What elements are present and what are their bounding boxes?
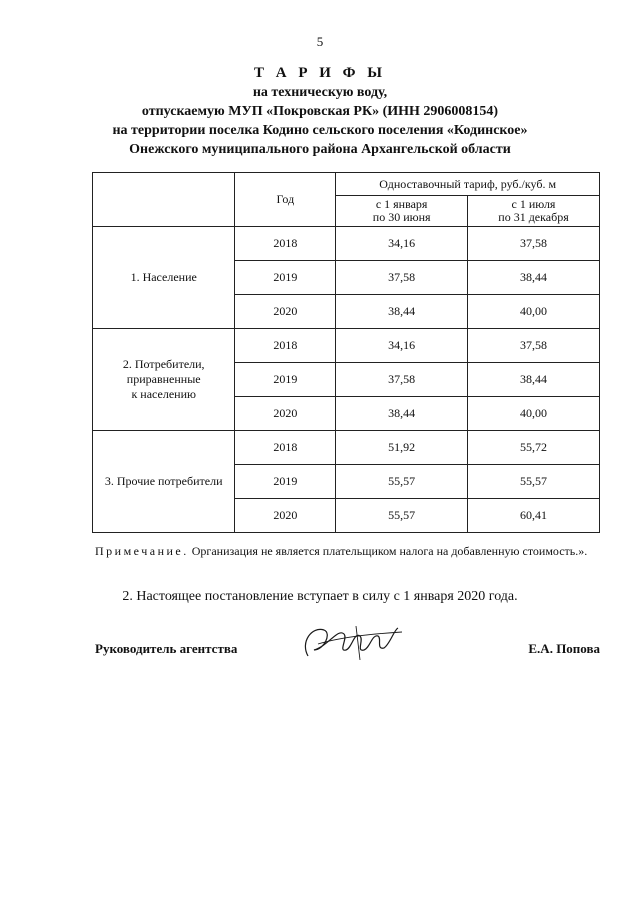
tariff-h2-cell: 38,44 — [467, 261, 599, 295]
header-tariff: Одноставочный тариф, руб./куб. м — [336, 173, 600, 196]
tariff-table — [92, 172, 600, 533]
subheader-period-2 — [467, 196, 599, 227]
year-cell: 2019 — [235, 363, 336, 397]
year-cell: 2019 — [235, 261, 336, 295]
title-line: Онежского муниципального района Архангельской области — [129, 142, 511, 157]
year-cell: 2019 — [235, 465, 336, 499]
note-label: Примечание. — [95, 544, 189, 558]
year-cell: 2018 — [235, 329, 336, 363]
tariff-h1-cell: 34,16 — [336, 227, 468, 261]
table-header-row — [93, 173, 600, 196]
year-cell: 2020 — [235, 295, 336, 329]
title-line: отпускаемую МУП «Покровская РК» (ИНН 2906008154) — [141, 104, 499, 119]
page-number: 5 — [316, 34, 324, 49]
tariff-h2-cell: 40,00 — [467, 397, 599, 431]
tariff-h2-cell: 38,44 — [467, 363, 599, 397]
note-text: Организация не является плательщиком налога на добавленную стоимость.». — [188, 544, 588, 558]
table-row — [93, 431, 600, 465]
subheader-period-2-text: с 1 июля по 31 декабря — [498, 197, 569, 224]
year-cell: 2020 — [235, 499, 336, 533]
tariff-h1-cell: 38,44 — [336, 295, 468, 329]
tariff-h1-cell: 38,44 — [336, 397, 468, 431]
title-line: на техническую воду, — [252, 85, 388, 100]
tariff-h2-cell: 37,58 — [467, 227, 599, 261]
tariff-h2-cell: 55,57 — [467, 465, 599, 499]
tariff-h1-cell: 34,16 — [336, 329, 468, 363]
tariff-h1-cell: 37,58 — [336, 363, 468, 397]
category-cell: 3. Прочие потребители — [93, 431, 235, 533]
header-category-cell — [93, 173, 235, 227]
subheader-period-1-text: с 1 января по 30 июня — [372, 197, 431, 224]
year-cell: 2018 — [235, 227, 336, 261]
table-row — [93, 227, 600, 261]
tariff-h2-cell: 40,00 — [467, 295, 599, 329]
category-cell: 1. Население — [93, 227, 235, 329]
tariff-h2-cell: 55,72 — [467, 431, 599, 465]
category-cell: 2. Потребители, приравненные к населению — [93, 329, 235, 431]
tariff-h1-cell: 55,57 — [336, 465, 468, 499]
signatory-title: Руководитель агентства — [95, 641, 238, 656]
document-title — [40, 64, 600, 159]
header-year: Год — [235, 173, 336, 227]
title-line: на территории поселка Кодино сельского поселения «Кодинское» — [112, 123, 528, 138]
table-row — [93, 329, 600, 363]
tariff-h1-cell: 55,57 — [336, 499, 468, 533]
signatory-name: Е.А. Попова — [528, 641, 600, 656]
effective-date-clause: 2. Настоящее постановление вступает в силу с 1 января 2020 года. — [122, 589, 518, 604]
title-heading: Т А Р И Ф Ы — [253, 65, 387, 81]
year-cell: 2020 — [235, 397, 336, 431]
tariff-h1-cell: 51,92 — [336, 431, 468, 465]
handwritten-signature — [298, 620, 408, 664]
tariff-h1-cell: 37,58 — [336, 261, 468, 295]
tariff-h2-cell: 60,41 — [467, 499, 599, 533]
note — [95, 543, 600, 559]
tariff-h2-cell: 37,58 — [467, 329, 599, 363]
subheader-period-1 — [336, 196, 468, 227]
year-cell: 2018 — [235, 431, 336, 465]
